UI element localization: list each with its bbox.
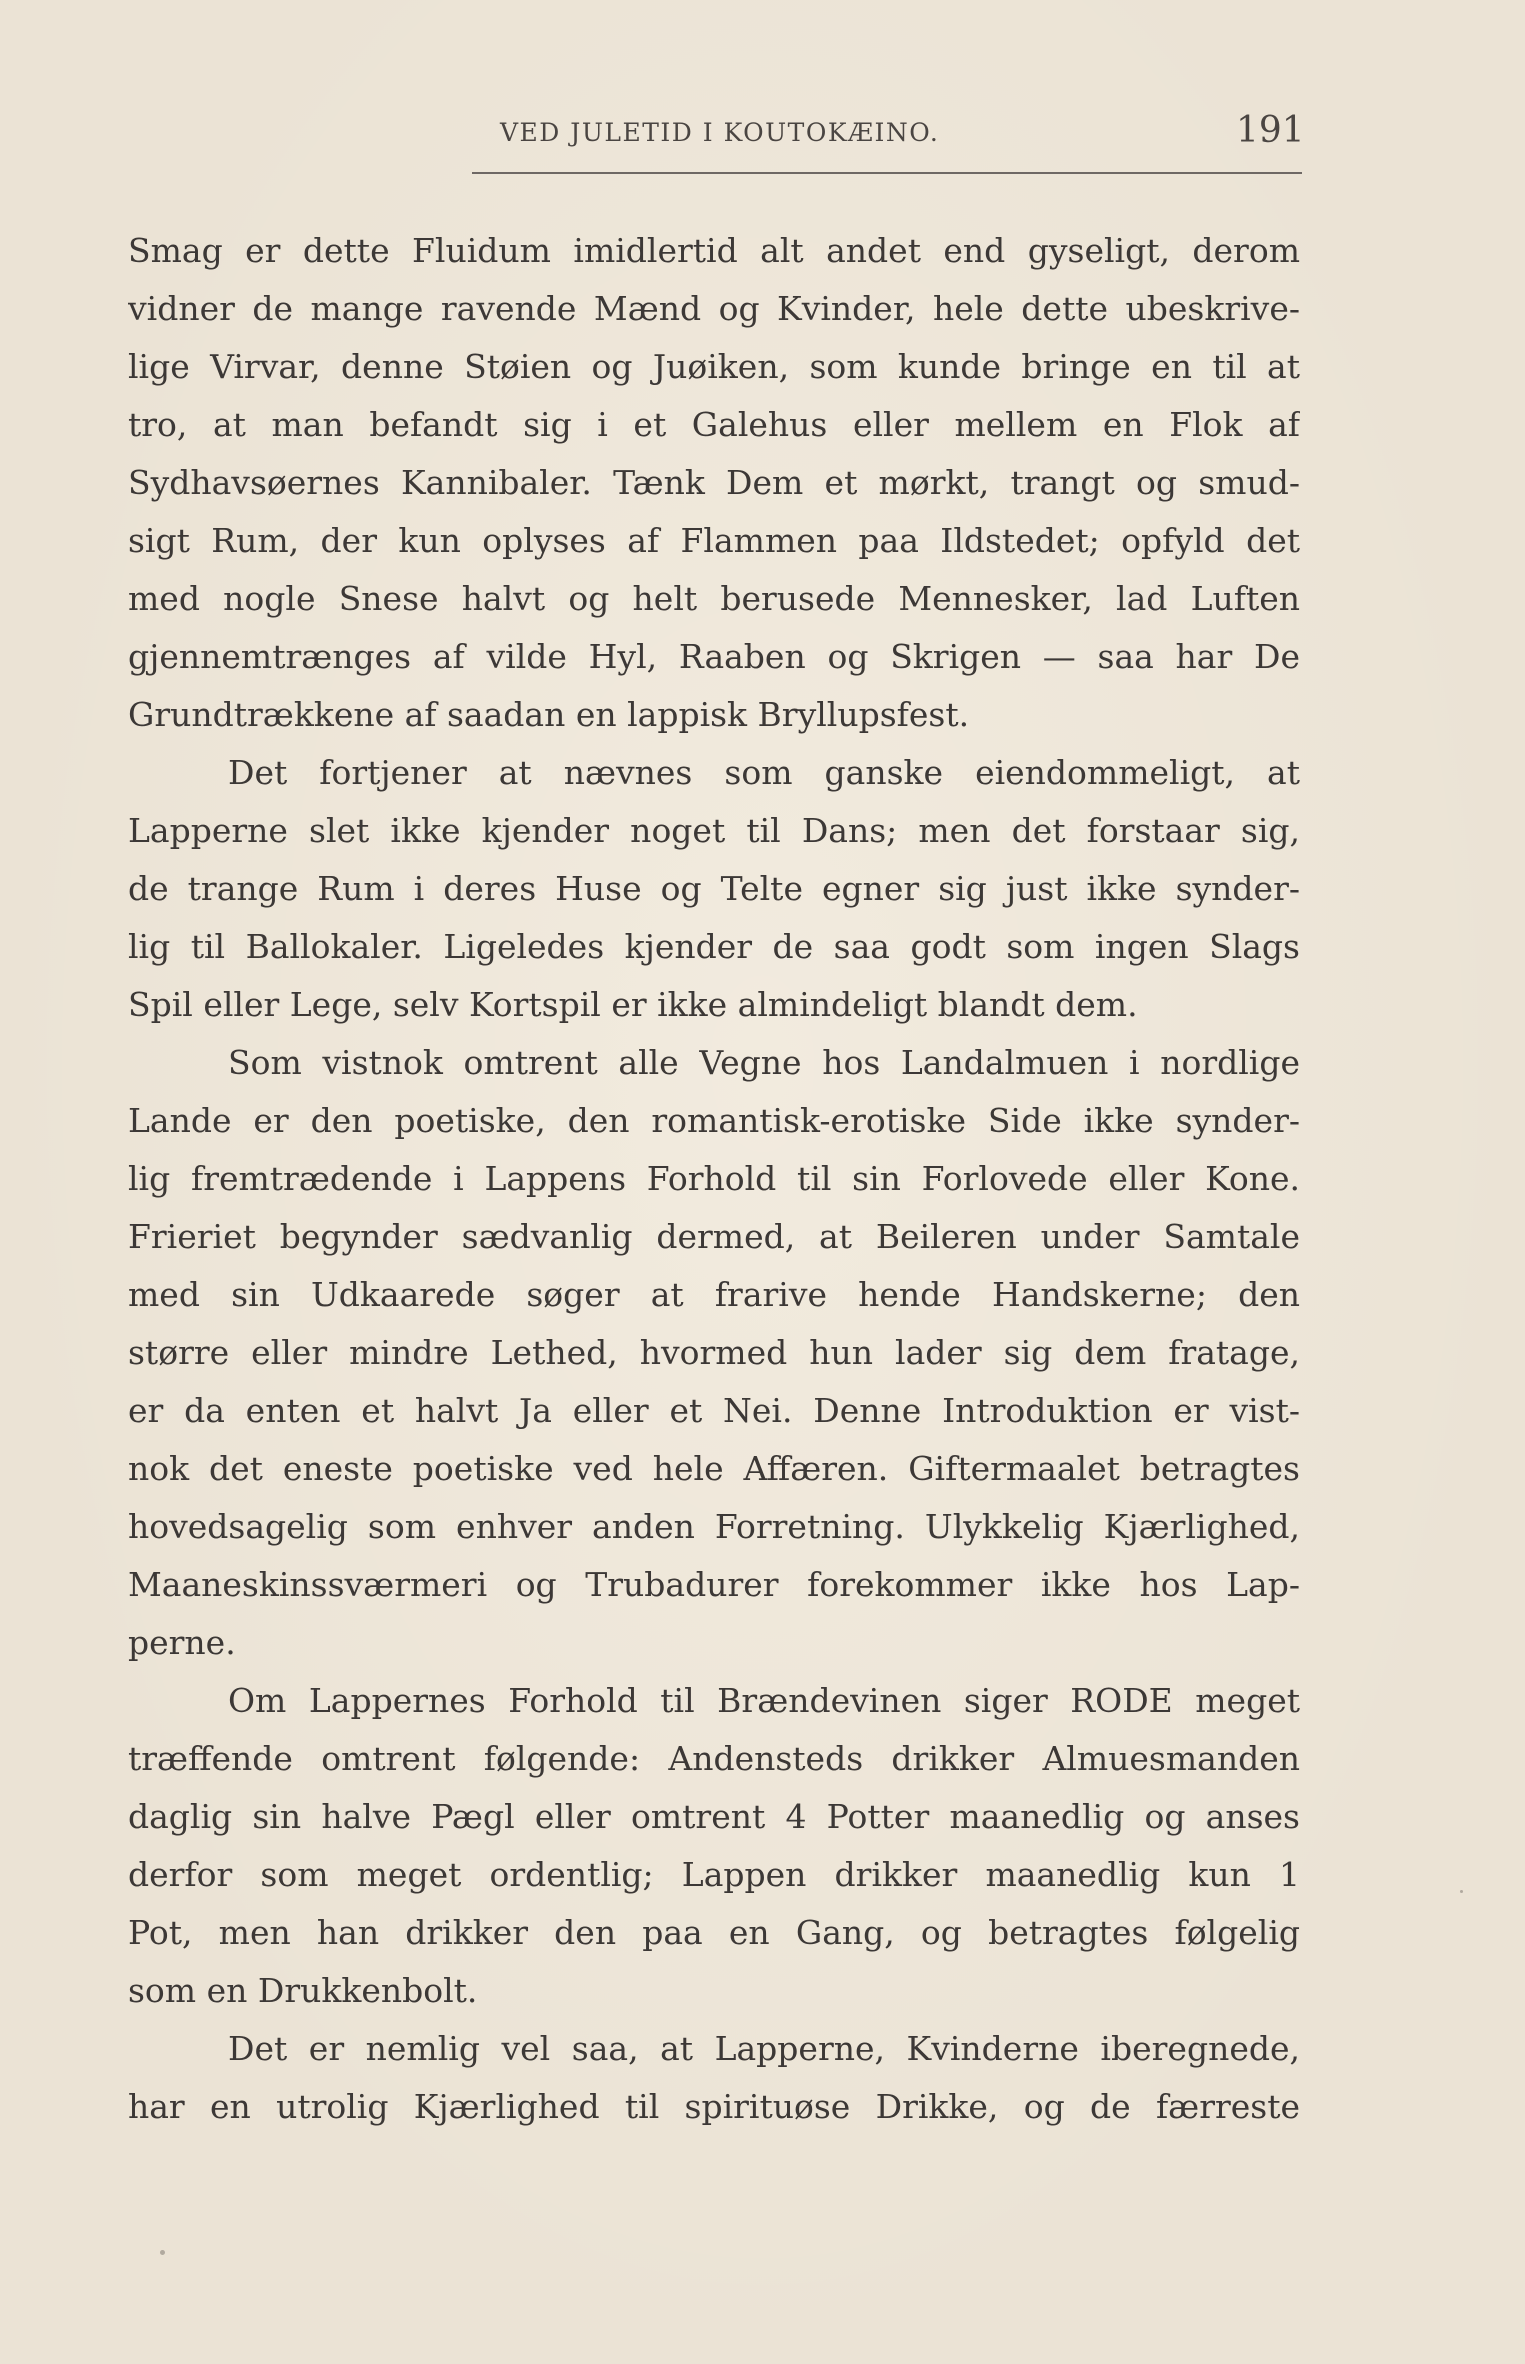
- text-line: derfor som meget ordentlig; Lappen drikker maanedlig kun 1: [128, 1855, 1300, 1894]
- text-line: daglig sin halve Pægl eller omtrent 4 Potter maanedlig og anses: [128, 1797, 1300, 1836]
- text-line: lige Virvar, denne Støien og Juøiken, som kunde bringe en til at: [128, 347, 1300, 386]
- text-line: Det fortjener at nævnes som ganske eiendommeligt, at: [228, 753, 1300, 792]
- text-line: større eller mindre Lethed, hvormed hun lader sig dem fratage,: [128, 1333, 1300, 1372]
- text-line: nok det eneste poetiske ved hele Affæren. Giftermaalet betragtes: [128, 1449, 1300, 1488]
- text-line: vidner de mange ravende Mænd og Kvinder, hele dette ubeskrive-: [128, 289, 1300, 328]
- page-number: 191: [1236, 110, 1305, 151]
- text-line: lig fremtrædende i Lappens Forhold til sin Forlovede eller Kone.: [128, 1159, 1300, 1198]
- text-line: har en utrolig Kjærlighed til spirituøse Drikke, og de færreste: [128, 2087, 1300, 2126]
- text-line: lig til Ballokaler. Ligeledes kjender de saa godt som ingen Slags: [128, 927, 1300, 966]
- text-line: Pot, men han drikker den paa en Gang, og betragtes følgelig: [128, 1913, 1300, 1952]
- text-line: gjennemtrænges af vilde Hyl, Raaben og Skrigen — saa har De: [128, 637, 1300, 676]
- text-line: Spil eller Lege, selv Kortspil er ikke almindeligt blandt dem.: [128, 985, 1138, 1024]
- text-line: tro, at man befandt sig i et Galehus eller mellem en Flok af: [128, 405, 1300, 444]
- text-line: Som vistnok omtrent alle Vegne hos Landalmuen i nordlige: [228, 1043, 1300, 1082]
- text-line: Smag er dette Fluidum imidlertid alt andet end gyseligt, derom: [128, 231, 1300, 270]
- text-line: Sydhavsøernes Kannibaler. Tænk Dem et mørkt, trangt og smud-: [128, 463, 1300, 502]
- paper-speck: [160, 2250, 165, 2255]
- text-line: Grundtrækkene af saadan en lappisk Bryllupsfest.: [128, 695, 970, 734]
- text-line: sigt Rum, der kun oplyses af Flammen paa Ildstedet; opfyld det: [128, 521, 1300, 560]
- text-line: er da enten et halvt Ja eller et Nei. Denne Introduktion er vist-: [128, 1391, 1300, 1430]
- text-line: Om Lappernes Forhold til Brændevinen siger RODE meget: [228, 1681, 1300, 1720]
- header-rule: [472, 172, 1302, 174]
- paper-speck: [1460, 1890, 1463, 1893]
- text-line: Lande er den poetiske, den romantisk-erotiske Side ikke synder-: [128, 1101, 1300, 1140]
- text-line: de trange Rum i deres Huse og Telte egner sig just ikke synder-: [128, 869, 1300, 908]
- text-line: med nogle Snese halvt og helt berusede Mennesker, lad Luften: [128, 579, 1300, 618]
- text-line: perne.: [128, 1623, 236, 1662]
- text-line: træffende omtrent følgende: Andensteds drikker Almuesmanden: [128, 1739, 1300, 1778]
- text-line: Lapperne slet ikke kjender noget til Dans; men det forstaar sig,: [128, 811, 1300, 850]
- text-line: med sin Udkaarede søger at frarive hende Handskerne; den: [128, 1275, 1300, 1314]
- text-line: hovedsagelig som enhver anden Forretning. Ulykkelig Kjærlighed,: [128, 1507, 1300, 1546]
- text-line: Frieriet begynder sædvanlig dermed, at Beileren under Samtale: [128, 1217, 1300, 1256]
- running-title: VED JULETID I KOUTOKÆINO.: [500, 118, 940, 147]
- text-line: Det er nemlig vel saa, at Lapperne, Kvinderne iberegnede,: [228, 2029, 1300, 2068]
- text-line: som en Drukkenbolt.: [128, 1971, 478, 2010]
- text-line: Maaneskinssværmeri og Trubadurer forekommer ikke hos Lap-: [128, 1565, 1300, 1604]
- body-text: [128, 222, 1300, 2136]
